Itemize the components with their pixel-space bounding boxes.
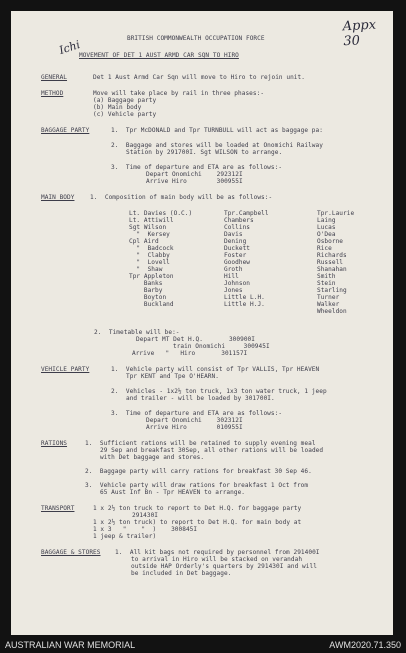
document-subtitle: MOVEMENT OF DET 1 AUST ARMD CAR SQN TO HIRO [79, 52, 239, 59]
vehicle-party-para: 3. Time of departure and ETA are as follows:- [111, 410, 283, 417]
personnel-name: Tpr Appleton [129, 273, 174, 280]
baggage-party-para: Station by 291700I. Sgt WILSON to arrange. [126, 149, 283, 156]
rations-para: 65 Aust Inf Bn - Tpr HEAVEN to arrange. [100, 489, 246, 496]
personnel-name: Turner [317, 294, 340, 301]
personnel-name: Chambers [224, 217, 254, 224]
personnel-name: Sgt Wilson [129, 224, 167, 231]
personnel-name: Starling [317, 287, 347, 294]
handwritten-annotation: Appx 30 [342, 17, 377, 50]
vehicle-party-label: VEHICLE PARTY [41, 366, 90, 373]
method-line: (a) Baggage party [93, 97, 157, 104]
personnel-name: " Clabby [129, 252, 170, 259]
personnel-name: Lt. Davies (O.C.) [129, 210, 193, 217]
personnel-name: Little L.H. [224, 294, 265, 301]
personnel-name: " Lovell [129, 259, 170, 266]
vehicle-party-para: and trailer - will be loaded by 301700I. [126, 395, 275, 402]
transport-label: TRANSPORT [41, 505, 75, 512]
personnel-name: Richards [317, 252, 347, 259]
personnel-name: Smith [317, 273, 336, 280]
personnel-name: Buckland [129, 301, 174, 308]
transport-line: 291430I [132, 512, 159, 519]
baggage-party-arrival: Arrive Hiro 300955I [146, 178, 243, 185]
timetable-row: Arrive " Hiro 301157I [132, 350, 248, 357]
document-title: BRITISH COMMONWEALTH OCCUPATION FORCE [127, 35, 265, 42]
transport-line: 1 jeep & trailer) [93, 533, 157, 540]
personnel-name: Wheeldon [317, 308, 347, 315]
personnel-name: Davis [224, 231, 243, 238]
main-body-label: MAIN BODY [41, 194, 75, 201]
baggage-party-para: 3. Time of departure and ETA are as follows:- [111, 164, 283, 171]
transport-line: 1 x 3 " " ) 300845I [93, 526, 198, 533]
personnel-name: Barby [129, 287, 163, 294]
personnel-name: O'Dea [317, 231, 336, 238]
personnel-name: Goodhew [224, 259, 251, 266]
rations-para: 3. Vehicle party will draw rations for breakfast 1 Oct from [85, 482, 309, 489]
baggage-stores-label: BAGGAGE & STORES [41, 549, 101, 556]
baggage-stores-line: to arrival in Hiro will be stacked on verandah [131, 556, 303, 563]
vehicle-party-arrival: Arrive Hiro 010955I [146, 424, 243, 431]
personnel-name: Little H.J. [224, 301, 265, 308]
rations-para: with Det baggage and stores. [100, 454, 205, 461]
personnel-name: Laing [317, 217, 336, 224]
personnel-name: Boyton [129, 294, 167, 301]
footer-bar [0, 636, 406, 653]
baggage-party-para: 2. Baggage and stores will be loaded at Onomichi Railway [111, 142, 323, 149]
rations-para: 2. Baggage party will carry rations for breakfast 30 Sep 46. [85, 468, 312, 475]
vehicle-party-departure: Depart Onomichi 302312I [146, 417, 243, 424]
timetable-row: train Onomichi 300945I [173, 343, 270, 350]
rations-para: 1. Sufficient rations will be retained to supply evening meal [85, 440, 316, 447]
personnel-name: Shanahan [317, 266, 347, 273]
method-line: Move will take place by rail in three phases:- [93, 90, 265, 97]
personnel-name: Osborne [317, 238, 344, 245]
general-label: GENERAL [41, 74, 68, 81]
vehicle-party-para: 1. Vehicle party will consist of Tpr VALLIS, Tpr HEAVEN [111, 366, 320, 373]
personnel-name: Tpr.Laurie [317, 210, 355, 217]
footer-accession: AWM2020.71.350 [329, 640, 401, 650]
personnel-name: Hill [224, 273, 239, 280]
baggage-party-departure: Depart Onomichi 292312I [146, 171, 243, 178]
personnel-name: Tpr.Campbell [224, 210, 269, 217]
timetable-row: Depart MT Det H.Q. 300900I [136, 336, 255, 343]
personnel-name: Collins [224, 224, 251, 231]
baggage-stores-line: outside HAP Orderly's quarters by 291430I and will [131, 563, 317, 570]
transport-line: 1 x 2½ ton truck to report to Det H.Q. for baggage party [93, 505, 302, 512]
personnel-name: " Shaw [129, 266, 163, 273]
personnel-name: Walker [317, 301, 340, 308]
method-label: METHOD [41, 90, 64, 97]
general-text: Det 1 Aust Armd Car Sqn will move to Hiro to rejoin unit. [93, 74, 305, 81]
personnel-name: Lucas [317, 224, 336, 231]
personnel-name: Stein [317, 280, 336, 287]
personnel-name: Foster [224, 252, 247, 259]
transport-line: 1 x 2½ ton truck) to report to Det H.Q. for main body at [93, 519, 302, 526]
method-line: (b) Main body [93, 104, 142, 111]
baggage-party-label: BAGGAGE PARTY [41, 127, 90, 134]
personnel-name: Cpl Aird [129, 238, 159, 245]
baggage-stores-line: be included in Det baggage. [131, 570, 232, 577]
personnel-name: Dening [224, 238, 247, 245]
personnel-name: Lt. Attiwill [129, 217, 174, 224]
main-body-para: 1. Composition of main body will be as follows:- [90, 194, 273, 201]
personnel-name: " Badcock [129, 245, 174, 252]
personnel-name: Banks [129, 280, 163, 287]
rations-label: RATIONS [41, 440, 68, 447]
baggage-party-para: 1. Tpr McDONALD and Tpr TURNBULL will act as baggage pa: [111, 127, 323, 134]
personnel-name: Groth [224, 266, 243, 273]
baggage-stores-line: 1. All kit bags not required by personnel from 291400I [115, 549, 320, 556]
footer-credit: AUSTRALIAN WAR MEMORIAL [5, 640, 136, 650]
personnel-name: " Kersey [129, 231, 170, 238]
personnel-name: Russell [317, 259, 344, 266]
handwritten-scribble: Ichi [57, 38, 82, 57]
method-line: (c) Vehicle party [93, 111, 157, 118]
personnel-name: Jones [224, 287, 243, 294]
vehicle-party-para: Tpr KENT and Tpe O'HEARN. [126, 373, 219, 380]
document-page [11, 11, 393, 635]
personnel-name: Duckett [224, 245, 251, 252]
vehicle-party-para: 2. Vehicles - 1x2½ ton truck, 1x3 ton water truck, 1 jeep [111, 388, 327, 395]
main-body-para: 2. Timetable will be:- [94, 329, 180, 336]
rations-para: 29 Sep and breakfast 30Sep, all other rations will be loaded [100, 447, 324, 454]
personnel-name: Johnson [224, 280, 251, 287]
personnel-name: Rice [317, 245, 332, 252]
